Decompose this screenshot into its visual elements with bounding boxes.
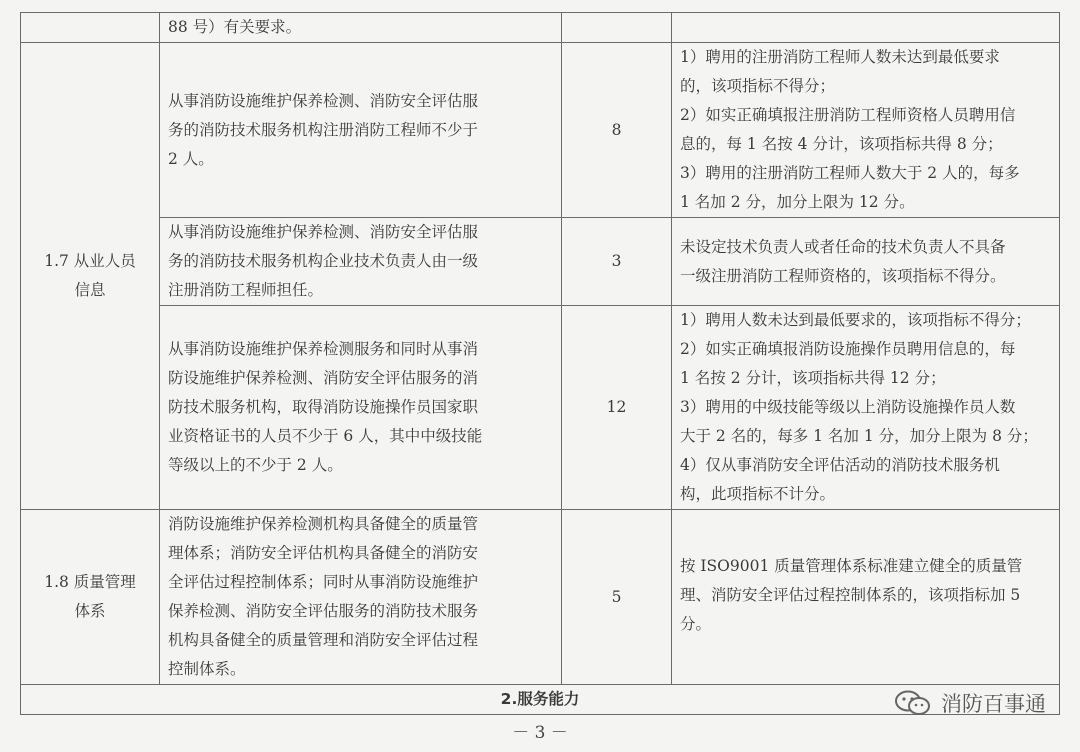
table-row xyxy=(21,43,1060,218)
method-text: 3）聘用的中级技能等级以上消防设施操作员人数 xyxy=(680,398,1016,416)
watermark xyxy=(893,688,1046,718)
criteria-text: 2 人。 xyxy=(168,149,214,168)
table-row xyxy=(21,218,1060,306)
criteria-text: 机构具备健全的质量管理和消防安全评估过程 xyxy=(168,631,479,649)
category-name: 信息 xyxy=(74,281,106,299)
criteria-text: 88 号）有关要求。 xyxy=(168,18,302,36)
criteria-text: 从事消防设施维护保养检测服务和同时从事消 xyxy=(168,340,479,358)
category-cell-1-8 xyxy=(21,510,160,685)
method-cell xyxy=(672,510,1060,685)
criteria-text: 从事消防设施维护保养检测、消防安全评估服 xyxy=(168,223,479,241)
score-cell xyxy=(562,13,672,43)
method-text: 按 ISO9001 质量管理体系标准建立健全的质量管 xyxy=(680,557,1023,575)
method-text: 2）如实正确填报消防设施操作员聘用信息的，每 xyxy=(680,340,1016,358)
criteria-text: 控制体系。 xyxy=(168,660,246,678)
category-cell xyxy=(21,13,160,43)
method-text: 4）仅从事消防安全评估活动的消防技术服务机 xyxy=(680,456,1000,474)
method-cell xyxy=(672,13,1060,43)
criteria-cell xyxy=(160,218,562,306)
method-text: 息的，每 1 名按 4 分计，该项指标共得 8 分； xyxy=(680,135,1003,153)
method-text: 3）聘用的注册消防工程师人数大于 2 人的，每多 xyxy=(680,164,1020,182)
method-text: 的，该项指标不得分； xyxy=(680,77,836,95)
method-text: 1 名按 2 分计，该项指标共得 12 分； xyxy=(680,369,946,387)
criteria-text: 务的消防技术服务机构企业技术负责人由一级 xyxy=(168,252,479,270)
table-row xyxy=(21,13,1060,43)
category-name: 1.7 从业人员 xyxy=(44,252,136,270)
wechat-icon xyxy=(893,688,933,718)
criteria-text: 防技术服务机构，取得消防设施操作员国家职 xyxy=(168,398,479,416)
method-text: 2）如实正确填报注册消防工程师资格人员聘用信 xyxy=(680,106,1016,124)
criteria-text: 等级以上的不少于 2 人。 xyxy=(168,456,343,474)
criteria-text: 消防设施维护保养检测机构具备健全的质量管 xyxy=(168,515,479,533)
method-text: 一级注册消防工程师资格的，该项指标不得分。 xyxy=(680,266,1006,285)
criteria-cell xyxy=(160,510,562,685)
criteria-cell xyxy=(160,306,562,510)
scoring-table xyxy=(20,12,1060,715)
method-cell xyxy=(672,218,1060,306)
criteria-cell xyxy=(160,13,562,43)
method-text: 分。 xyxy=(680,615,712,633)
criteria-text: 理体系；消防安全评估机构具备健全的消防安 xyxy=(168,544,479,562)
method-text: 未设定技术负责人或者任命的技术负责人不具备 xyxy=(680,237,1006,256)
score-cell: 12 xyxy=(562,306,672,510)
criteria-text: 业资格证书的人员不少于 6 人，其中中级技能 xyxy=(168,427,483,445)
criteria-text: 注册消防工程师担任。 xyxy=(168,281,324,299)
method-text: 构，此项指标不计分。 xyxy=(680,485,836,503)
category-cell-1-7 xyxy=(21,43,160,510)
criteria-text: 全评估过程控制体系；同时从事消防设施维护 xyxy=(168,573,479,591)
criteria-text: 保养检测、消防安全评估服务的消防技术服务 xyxy=(168,602,479,620)
criteria-text: 务的消防技术服务机构注册消防工程师不少于 xyxy=(168,120,479,139)
watermark-text: 消防百事通 xyxy=(941,692,1046,716)
page-number: － 3 － xyxy=(512,723,568,743)
table-row xyxy=(21,306,1060,510)
method-cell xyxy=(672,306,1060,510)
method-text: 1 名加 2 分，加分上限为 12 分。 xyxy=(680,193,915,211)
method-cell xyxy=(672,43,1060,218)
criteria-text: 防设施维护保养检测、消防安全评估服务的消 xyxy=(168,369,479,387)
score-cell: 8 xyxy=(562,43,672,218)
method-text: 1）聘用的注册消防工程师人数未达到最低要求 xyxy=(680,48,1000,66)
method-text: 理、消防安全评估过程控制体系的，该项指标加 5 xyxy=(680,586,1021,604)
criteria-text: 从事消防设施维护保养检测、消防安全评估服 xyxy=(168,91,479,110)
criteria-cell xyxy=(160,43,562,218)
table-row xyxy=(21,510,1060,685)
section-heading: 2.服务能力 xyxy=(21,685,1060,715)
category-name: 1.8 质量管理 xyxy=(44,573,136,591)
score-cell: 3 xyxy=(562,218,672,306)
method-text: 大于 2 名的，每多 1 名加 1 分，加分上限为 8 分； xyxy=(680,427,1038,445)
category-name: 体系 xyxy=(74,602,106,620)
method-text: 1）聘用人数未达到最低要求的，该项指标不得分； xyxy=(680,311,1031,329)
score-cell: 5 xyxy=(562,510,672,685)
